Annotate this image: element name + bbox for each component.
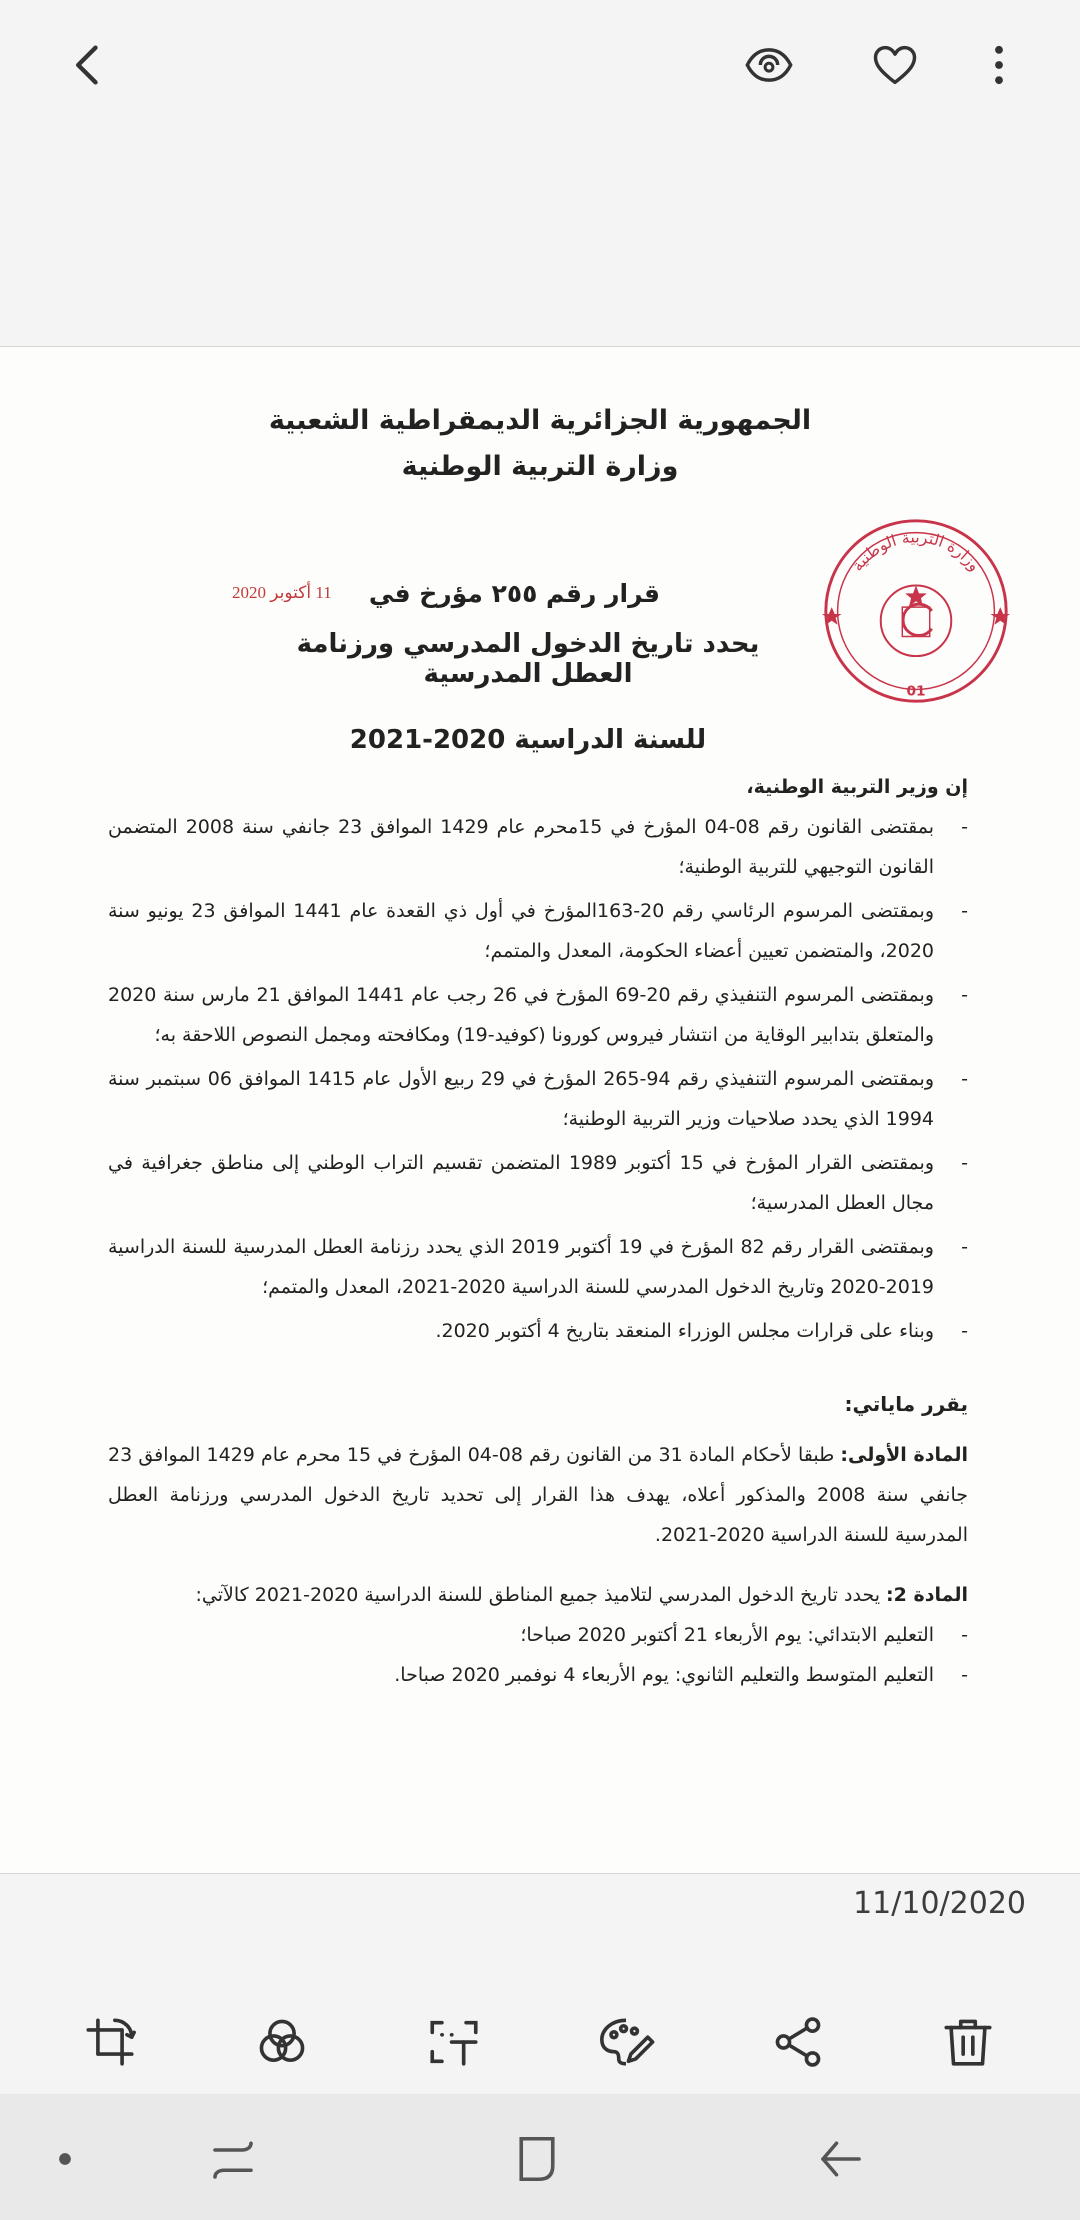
list-item: - وبناء على قرارات مجلس الوزراء المنعقد بتاريخ 4 أكتوبر 2020. (108, 1311, 968, 1351)
article-2-label: المادة 2: (886, 1584, 968, 1606)
svg-text:وزارة التربية الوطنية: وزارة التربية الوطنية (847, 527, 985, 575)
stamp-number: 01 (906, 683, 926, 700)
article-2 (108, 1575, 968, 1615)
list-item: - التعليم الابتدائي: يوم الأربعاء 21 أكتوبر 2020 صباحا؛ (108, 1615, 968, 1655)
list-item: - وبمقتضى المرسوم الرئاسي رقم 20-163المؤرخ في أول ذي القعدة عام 1441 الموافق 23 يونيو سنة 2020، والمتضمن تعيين أعضاء الحكومة، المعدل والمتمم؛ (108, 891, 968, 971)
decision-number: قرار رقم ٢٥٥ مؤرخ في (368, 579, 660, 608)
home-icon[interactable] (502, 2124, 572, 2194)
filter-icon[interactable] (242, 2002, 322, 2082)
article-1 (108, 1435, 968, 1555)
dot-icon[interactable] (30, 2124, 100, 2194)
article-1-label: المادة الأولى: (840, 1444, 968, 1466)
article-1-text: طبقا لأحكام المادة 31 من القانون رقم 08-04 المؤرخ في 15 محرم عام 1429 الموافق 23 جانفي سنة 2008 والمذكور أعلاه، يهدف هذا القرار إلى تحديد تاريخ الدخول المدرسي ورزنامة العطل المدرسية للسنة الدراسية 2020-2021. (108, 1444, 968, 1546)
list-item: - بمقتضى القانون رقم 08-04 المؤرخ في 15محرم عام 1429 الموافق 23 جانفي سنة 2008 المتضمن القانون التوجيهي للتربية الوطنية؛ (108, 807, 968, 887)
draw-icon[interactable] (586, 2002, 666, 2082)
list-item: - وبمقتضى المرسوم التنفيذي رقم 20-69 المؤرخ في 26 رجب عام 1441 الموافق 21 مارس سنة 2020 والمتعلق بتدابير الوقاية من انتشار فيروس كورونا (كوفيد-19) ومكافحته ومجمل النصوص اللاحقة به؛ (108, 975, 968, 1055)
ministry-stamp-icon (818, 513, 1014, 709)
share-icon[interactable] (758, 2002, 838, 2082)
delete-icon[interactable] (928, 2002, 1008, 2082)
list-item: - التعليم المتوسط والتعليم الثانوي: يوم الأربعاء 4 نوفمبر 2020 صباحا. (108, 1655, 968, 1695)
document-image[interactable] (0, 346, 1080, 1874)
heart-icon[interactable] (860, 30, 930, 100)
view-icon[interactable] (734, 30, 804, 100)
crop-rotate-icon[interactable] (70, 2002, 150, 2082)
header-ministry: وزارة التربية الوطنية (401, 451, 679, 482)
decision-date: 11 أكتوبر 2020 (232, 583, 332, 602)
decides-heading: يقرر ماياتي: (844, 1392, 968, 1416)
considerations-list (108, 807, 968, 1355)
system-nav-bar (0, 2094, 1080, 2220)
image-toolbar (0, 1990, 1080, 2100)
list-item: - وبمقتضى المرسوم التنفيذي رقم 94-265 المؤرخ في 29 ربيع الأول عام 1415 الموافق 06 سبتمبر سنة 1994 الذي يحدد صلاحيات وزير التربية الوطنية؛ (108, 1059, 968, 1139)
top-app-bar (0, 0, 1080, 130)
header-republic: الجمهورية الجزائرية الديمقراطية الشعبية (268, 405, 812, 436)
back-arrow-icon[interactable] (54, 30, 124, 100)
decision-title: يحدد تاريخ الدخول المدرسي ورزنامة العطل المدرسية (296, 629, 760, 689)
more-vert-icon[interactable] (964, 30, 1034, 100)
recents-icon[interactable] (198, 2124, 268, 2194)
back-nav-icon[interactable] (806, 2124, 876, 2194)
text-extract-icon[interactable] (414, 2002, 494, 2082)
image-date: 11/10/2020 (853, 1886, 1026, 1921)
levels-list (108, 1615, 968, 1695)
intro-line: إن وزير التربية الوطنية، (746, 776, 968, 798)
list-item: - وبمقتضى القرار رقم 82 المؤرخ في 19 أكتوبر 2019 الذي يحدد رزنامة العطل المدرسية للسنة الدراسية 2019-2020 وتاريخ الدخول المدرسي للسنة الدراسية 2020-2021، المعدل والمتمم؛ (108, 1227, 968, 1307)
article-2-text: يحدد تاريخ الدخول المدرسي لتلاميذ جميع المناطق للسنة الدراسية 2020-2021 كالآتي: (195, 1584, 880, 1606)
decision-year: للسنة الدراسية 2020-2021 (349, 725, 707, 755)
list-item: - وبمقتضى القرار المؤرخ في 15 أكتوبر 1989 المتضمن تقسيم التراب الوطني إلى مناطق جغرافية في مجال العطل المدرسية؛ (108, 1143, 968, 1223)
